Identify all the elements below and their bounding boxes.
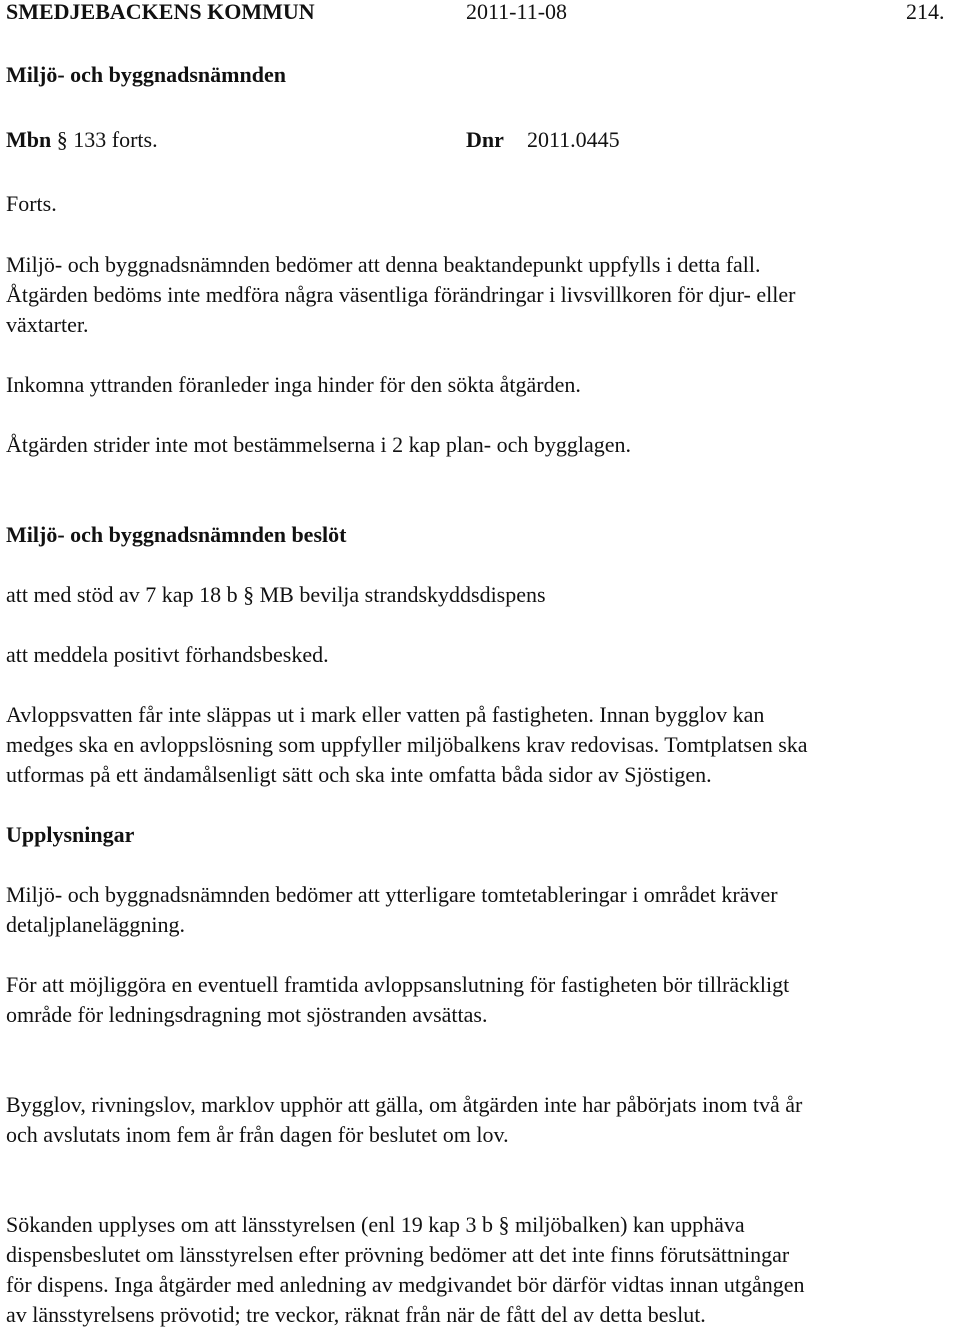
paragraph-8-line-2: dispensbeslutet om länsstyrelsen efter prövning bedömer att det inte finns förutsättningar — [6, 1242, 790, 1267]
info-heading: Upplysningar — [6, 822, 135, 847]
document-date: 2011-11-08 — [466, 0, 568, 24]
section-symbol: § — [56, 127, 68, 152]
paragraph-1-line-1: Miljö- och byggnadsnämnden bedömer att denna beaktandepunkt uppfylls i detta fall. — [6, 252, 761, 277]
paragraph-7-line-2: och avslutats inom fem år från dagen för beslutet om lov. — [6, 1122, 509, 1147]
section-symbol: § — [243, 582, 255, 607]
mbn-reference — [6, 125, 158, 155]
forts-label: Forts. — [6, 191, 57, 216]
mbn-label: Mbn — [6, 127, 52, 152]
paragraph-6-line-1: För att möjliggöra en eventuell framtida avloppsanslutning för fastigheten bör tillräckligt — [6, 972, 790, 997]
committee-name: Miljö- och byggnadsnämnden — [6, 62, 286, 87]
paragraph-4-line-3: utformas på ett ändamålsenligt sätt och ska inte omfatta båda sidor av Sjöstigen. — [6, 762, 712, 787]
decision-item-1-text-end: MB bevilja strandskyddsdispens — [259, 582, 546, 607]
paragraph-2: Inkomna yttranden föranleder inga hinder för den sökta åtgärden. — [6, 372, 581, 397]
page-number: 214. — [906, 0, 945, 24]
paragraph-5-line-2: detaljplaneläggning. — [6, 912, 185, 937]
paragraph-8-line-3: för dispens. Inga åtgärder med anledning av medgivandet bör därför vidtas innan utgången — [6, 1272, 805, 1297]
mbn-ref: 133 forts. — [73, 127, 158, 152]
paragraph-1-line-3: växtarter. — [6, 312, 89, 337]
paragraph-1-line-2: Åtgärden bedöms inte medföra några väsentliga förändringar i livsvillkoren för djur- eller — [6, 282, 796, 307]
municipality-name: SMEDJEBACKENS KOMMUN — [6, 0, 315, 24]
paragraph-6-line-2: område för ledningsdragning mot sjöstranden avsättas. — [6, 1002, 488, 1027]
section-symbol: § — [498, 1212, 510, 1237]
paragraph-8-line-1-end: miljöbalken) kan upphäva — [514, 1212, 745, 1237]
paragraph-3: Åtgärden strider inte mot bestämmelserna i 2 kap plan- och bygglagen. — [6, 432, 631, 457]
paragraph-7-line-1: Bygglov, rivningslov, marklov upphör att gälla, om åtgärden inte har påbörjats inom två år — [6, 1092, 803, 1117]
paragraph-8-line-1-start: Sökanden upplyses om att länsstyrelsen (enl 19 kap 3 b — [6, 1212, 493, 1237]
paragraph-8-line-4: av länsstyrelsens prövotid; tre veckor, räknat från när de fått del av detta beslut. — [6, 1302, 706, 1327]
decision-item-1 — [6, 580, 546, 610]
paragraph-5-line-1: Miljö- och byggnadsnämnden bedömer att ytterligare tomtetableringar i området kräver — [6, 882, 778, 907]
dnr-value: 2011.0445 — [527, 127, 620, 152]
paragraph-4-line-1: Avloppsvatten får inte släppas ut i mark eller vatten på fastigheten. Innan bygglov kan — [6, 702, 765, 727]
decision-item-1-text: att med stöd av 7 kap 18 b — [6, 582, 238, 607]
decision-heading: Miljö- och byggnadsnämnden beslöt — [6, 522, 347, 547]
paragraph-8-line-1 — [6, 1210, 745, 1240]
dnr-label: Dnr — [466, 127, 504, 152]
decision-item-2: att meddela positivt förhandsbesked. — [6, 642, 329, 667]
paragraph-4-line-2: medges ska en avloppslösning som uppfyller miljöbalkens krav redovisas. Tomtplatsen ska — [6, 732, 808, 757]
